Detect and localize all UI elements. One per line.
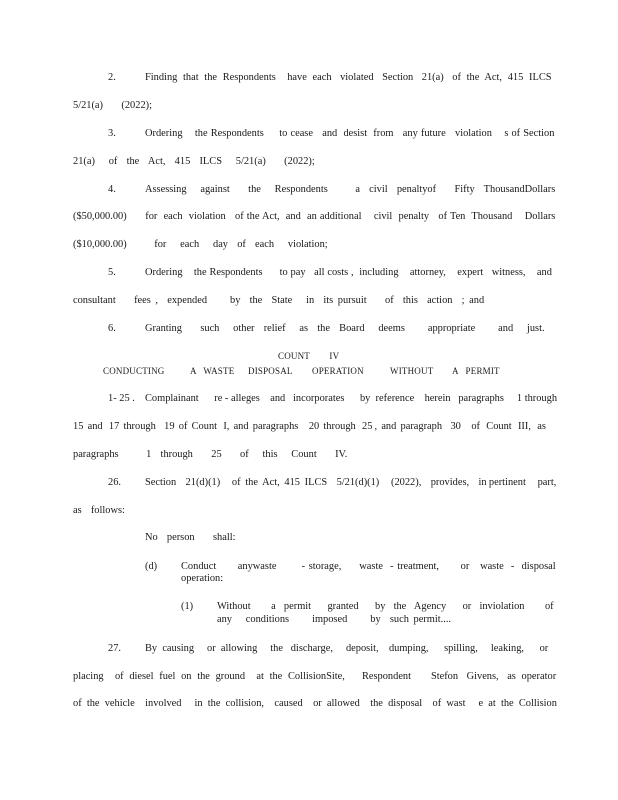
item-5-line-1: Ordering the Respondents to pay all costs , including attorney, expert witness, and xyxy=(145,267,552,278)
para-1-25-number: 1- 25 . xyxy=(108,393,135,404)
quote-1-line-2: any conditions imposed by such permit.... xyxy=(217,614,452,625)
para-27-line-2: placing of diesel fuel on the ground at the CollisionSite, Respondent Stefon Givens, as operator xyxy=(73,671,557,682)
count-heading-number: COUNT IV xyxy=(278,351,340,361)
quote-1-line-1: Without a permit granted by the Agency or inviolation of xyxy=(217,601,554,612)
para-1-25-line-3: paragraphs 1 through 25 of this Count IV. xyxy=(73,449,348,460)
count-heading-word-6: A PERMIT xyxy=(452,366,500,376)
count-heading-word-2: A WASTE xyxy=(190,366,235,376)
count-heading-word-5: WITHOUT xyxy=(390,366,434,376)
item-4-line-3: ($10,000.00) for each day of each violation; xyxy=(73,239,328,250)
item-6-line-1: Granting such other relief as the Board deems appropriate and just. xyxy=(145,323,545,334)
item-4-number: 4. xyxy=(108,184,116,195)
quote-intro: No person shall: xyxy=(145,532,236,543)
para-1-25-line-2: 15 and 17 through 19 of Count I, and paragraphs 20 through 25 , and paragraph 30 of Count III, as xyxy=(73,421,546,432)
quote-d-line-2: operation: xyxy=(181,573,224,584)
item-6-number: 6. xyxy=(108,323,116,334)
item-3-line-2: 21(a) of the Act, 415 ILCS 5/21(a) (2022); xyxy=(73,156,315,167)
item-2-line-1: Finding that the Respondents have each violated Section 21(a) of the Act, 415 ILCS xyxy=(145,72,552,83)
count-heading-word-3: DISPOSAL xyxy=(248,366,293,376)
quote-d-label: (d) xyxy=(145,561,158,572)
para-27-number: 27. xyxy=(108,643,121,654)
para-26-line-1: Section 21(d)(1) of the Act, 415 ILCS 5/21(d)(1) (2022), provides, in pertinent part, xyxy=(145,477,557,488)
item-4-line-1: Assessing against the Respondents a civil penaltyof Fifty ThousandDollars xyxy=(145,184,556,195)
item-2-number: 2. xyxy=(108,72,116,83)
item-3-line-1: Ordering the Respondents to cease and desist from any future violation s of Section xyxy=(145,128,555,139)
quote-d-line-1: Conduct anywaste - storage, waste - treatment, or waste - disposal xyxy=(181,561,556,572)
para-27-line-1: By causing or allowing the discharge, deposit, dumping, spilling, leaking, or xyxy=(145,643,549,654)
para-27-line-3: of the vehicle involved in the collision, caused or allowed the disposal of wast e at the Collision xyxy=(73,698,557,709)
item-4-line-2: ($50,000.00) for each violation of the Act, and an additional civil penalty of Ten Thousand Dollars xyxy=(73,211,556,222)
quote-1-label: (1) xyxy=(181,601,194,612)
item-2-line-2: 5/21(a) (2022); xyxy=(73,100,152,111)
item-5-number: 5. xyxy=(108,267,116,278)
para-1-25-line-1: Complainant re - alleges and incorporates by reference herein paragraphs 1 through xyxy=(145,393,558,404)
para-26-number: 26. xyxy=(108,477,121,488)
item-5-line-2: consultant fees , expended by the State in its pursuit of this action ; and xyxy=(73,295,485,306)
count-heading-word-1: CONDUCTING xyxy=(103,366,165,376)
para-26-line-2: as follows: xyxy=(73,505,125,516)
count-heading-word-4: OPERATION xyxy=(312,366,364,376)
item-3-number: 3. xyxy=(108,128,116,139)
